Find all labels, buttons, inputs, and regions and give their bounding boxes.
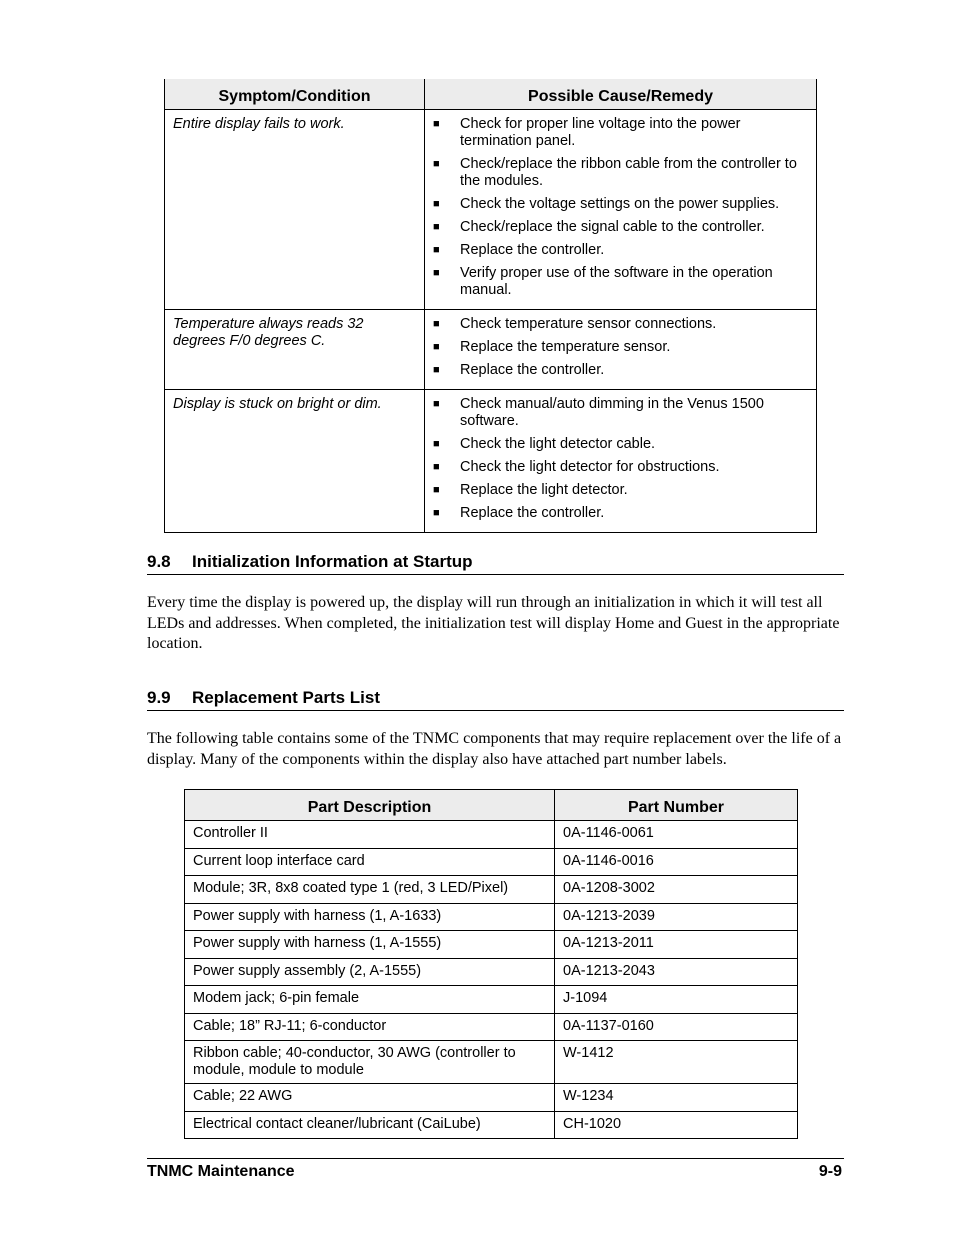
parts-table [184,789,798,1139]
remedy-item: ■ Check temperature sensor connections. [433,315,717,332]
remedy-item: ■ Check/replace the signal cable to the controller. [433,218,765,235]
table-row [185,821,798,849]
remedy-cell [425,309,817,389]
troubleshooting-row [165,309,817,389]
part-description: Electrical contact cleaner/lubricant (CaiLube) [185,1111,555,1139]
bullet-icon: ■ [433,397,440,410]
part-number: CH-1020 [555,1111,798,1139]
table-row [185,1013,798,1041]
table-row [185,958,798,986]
symptom-cell: Temperature always reads 32 degrees F/0 degrees C. [165,309,425,389]
bullet-icon: ■ [433,506,440,519]
remedy-item: ■ Verify proper use of the software in the operation manual. [433,264,773,298]
footer-title: TNMC Maintenance [147,1163,295,1180]
part-number: 0A-1137-0160 [555,1013,798,1041]
table-row [185,1084,798,1112]
remedy-item: ■ Replace the temperature sensor. [433,338,671,355]
table-row [185,931,798,959]
remedy-column-header: Possible Cause/Remedy [425,79,817,109]
section-number: 9.8 [147,552,171,571]
symptom-cell: Entire display fails to work. [165,109,425,309]
part-number-header: Part Number [555,790,798,821]
remedy-item: ■ Replace the controller. [433,361,605,378]
section-heading-9-9 [147,688,844,711]
part-number: 0A-1146-0016 [555,848,798,876]
section-body: Every time the display is powered up, the display will run through an initialization in which it will test all LEDs and addresses. When completed, the initialization test will display Home and Guest in the appropriate location. [147,594,840,652]
part-description-header: Part Description [185,790,555,821]
part-number: 0A-1146-0061 [555,821,798,849]
table-row [185,903,798,931]
troubleshooting-row [165,109,817,309]
bullet-icon: ■ [433,157,440,170]
part-number: 0A-1213-2043 [555,958,798,986]
remedy-cell [425,389,817,532]
bullet-icon: ■ [433,220,440,233]
part-description: Power supply assembly (2, A-1555) [185,958,555,986]
remedy-list [433,396,808,522]
remedy-item: ■ Check manual/auto dimming in the Venus 1500 software. [433,395,764,429]
bullet-icon: ■ [433,340,440,353]
part-description: Current loop interface card [185,848,555,876]
part-description: Cable; 18” RJ-11; 6-conductor [185,1013,555,1041]
bullet-icon: ■ [433,317,440,330]
section-title: Initialization Information at Startup [192,552,473,571]
troubleshooting-row [165,389,817,532]
page-footer [147,1158,844,1182]
remedy-item: ■ Replace the controller. [433,241,605,258]
table-row [185,876,798,904]
troubleshooting-table [164,79,817,533]
remedy-item: ■ Replace the light detector. [433,481,628,498]
part-number: 0A-1213-2039 [555,903,798,931]
part-description: Modem jack; 6-pin female [185,986,555,1014]
part-number: 0A-1213-2011 [555,931,798,959]
remedy-item: ■ Check the light detector cable. [433,435,656,452]
table-row [185,848,798,876]
bullet-icon: ■ [433,363,440,376]
parts-header-row [185,790,798,821]
part-description: Ribbon cable; 40-conductor, 30 AWG (controller to module, module to module [185,1041,555,1084]
remedy-item: ■ Check the voltage settings on the power supplies. [433,195,780,212]
part-description: Power supply with harness (1, A-1555) [185,931,555,959]
part-description: Module; 3R, 8x8 coated type 1 (red, 3 LED/Pixel) [185,876,555,904]
symptom-column-header: Symptom/Condition [165,79,425,109]
remedy-item: ■ Check the light detector for obstructions. [433,458,720,475]
remedy-item: ■ Check/replace the ribbon cable from the controller to the modules. [433,155,797,189]
bullet-icon: ■ [433,197,440,210]
remedy-list [433,316,808,379]
section-heading-9-8 [147,552,844,575]
bullet-icon: ■ [433,437,440,450]
part-description: Controller II [185,821,555,849]
bullet-icon: ■ [433,117,440,130]
table-row [185,1111,798,1139]
remedy-list [433,116,808,299]
part-number: J-1094 [555,986,798,1014]
section-title: Replacement Parts List [192,688,381,707]
table-row [185,986,798,1014]
table-row [185,1041,798,1084]
troubleshooting-header-row [165,79,817,109]
part-number: W-1412 [555,1041,798,1084]
remedy-item: ■ Replace the controller. [433,504,605,521]
section-body: The following table contains some of the TNMC components that may require replacement over the life of a display. Many of the components within the display also have attached part number labels. [147,730,842,768]
part-number: 0A-1208-3002 [555,876,798,904]
remedy-item: ■ Check for proper line voltage into the power termination panel. [433,115,741,149]
bullet-icon: ■ [433,483,440,496]
symptom-cell: Display is stuck on bright or dim. [165,389,425,532]
section-number: 9.9 [147,688,171,707]
part-description: Power supply with harness (1, A-1633) [185,903,555,931]
remedy-cell [425,109,817,309]
bullet-icon: ■ [433,243,440,256]
page-number: 9-9 [818,1163,842,1180]
part-description: Cable; 22 AWG [185,1084,555,1112]
part-number: W-1234 [555,1084,798,1112]
bullet-icon: ■ [433,460,440,473]
bullet-icon: ■ [433,266,440,279]
